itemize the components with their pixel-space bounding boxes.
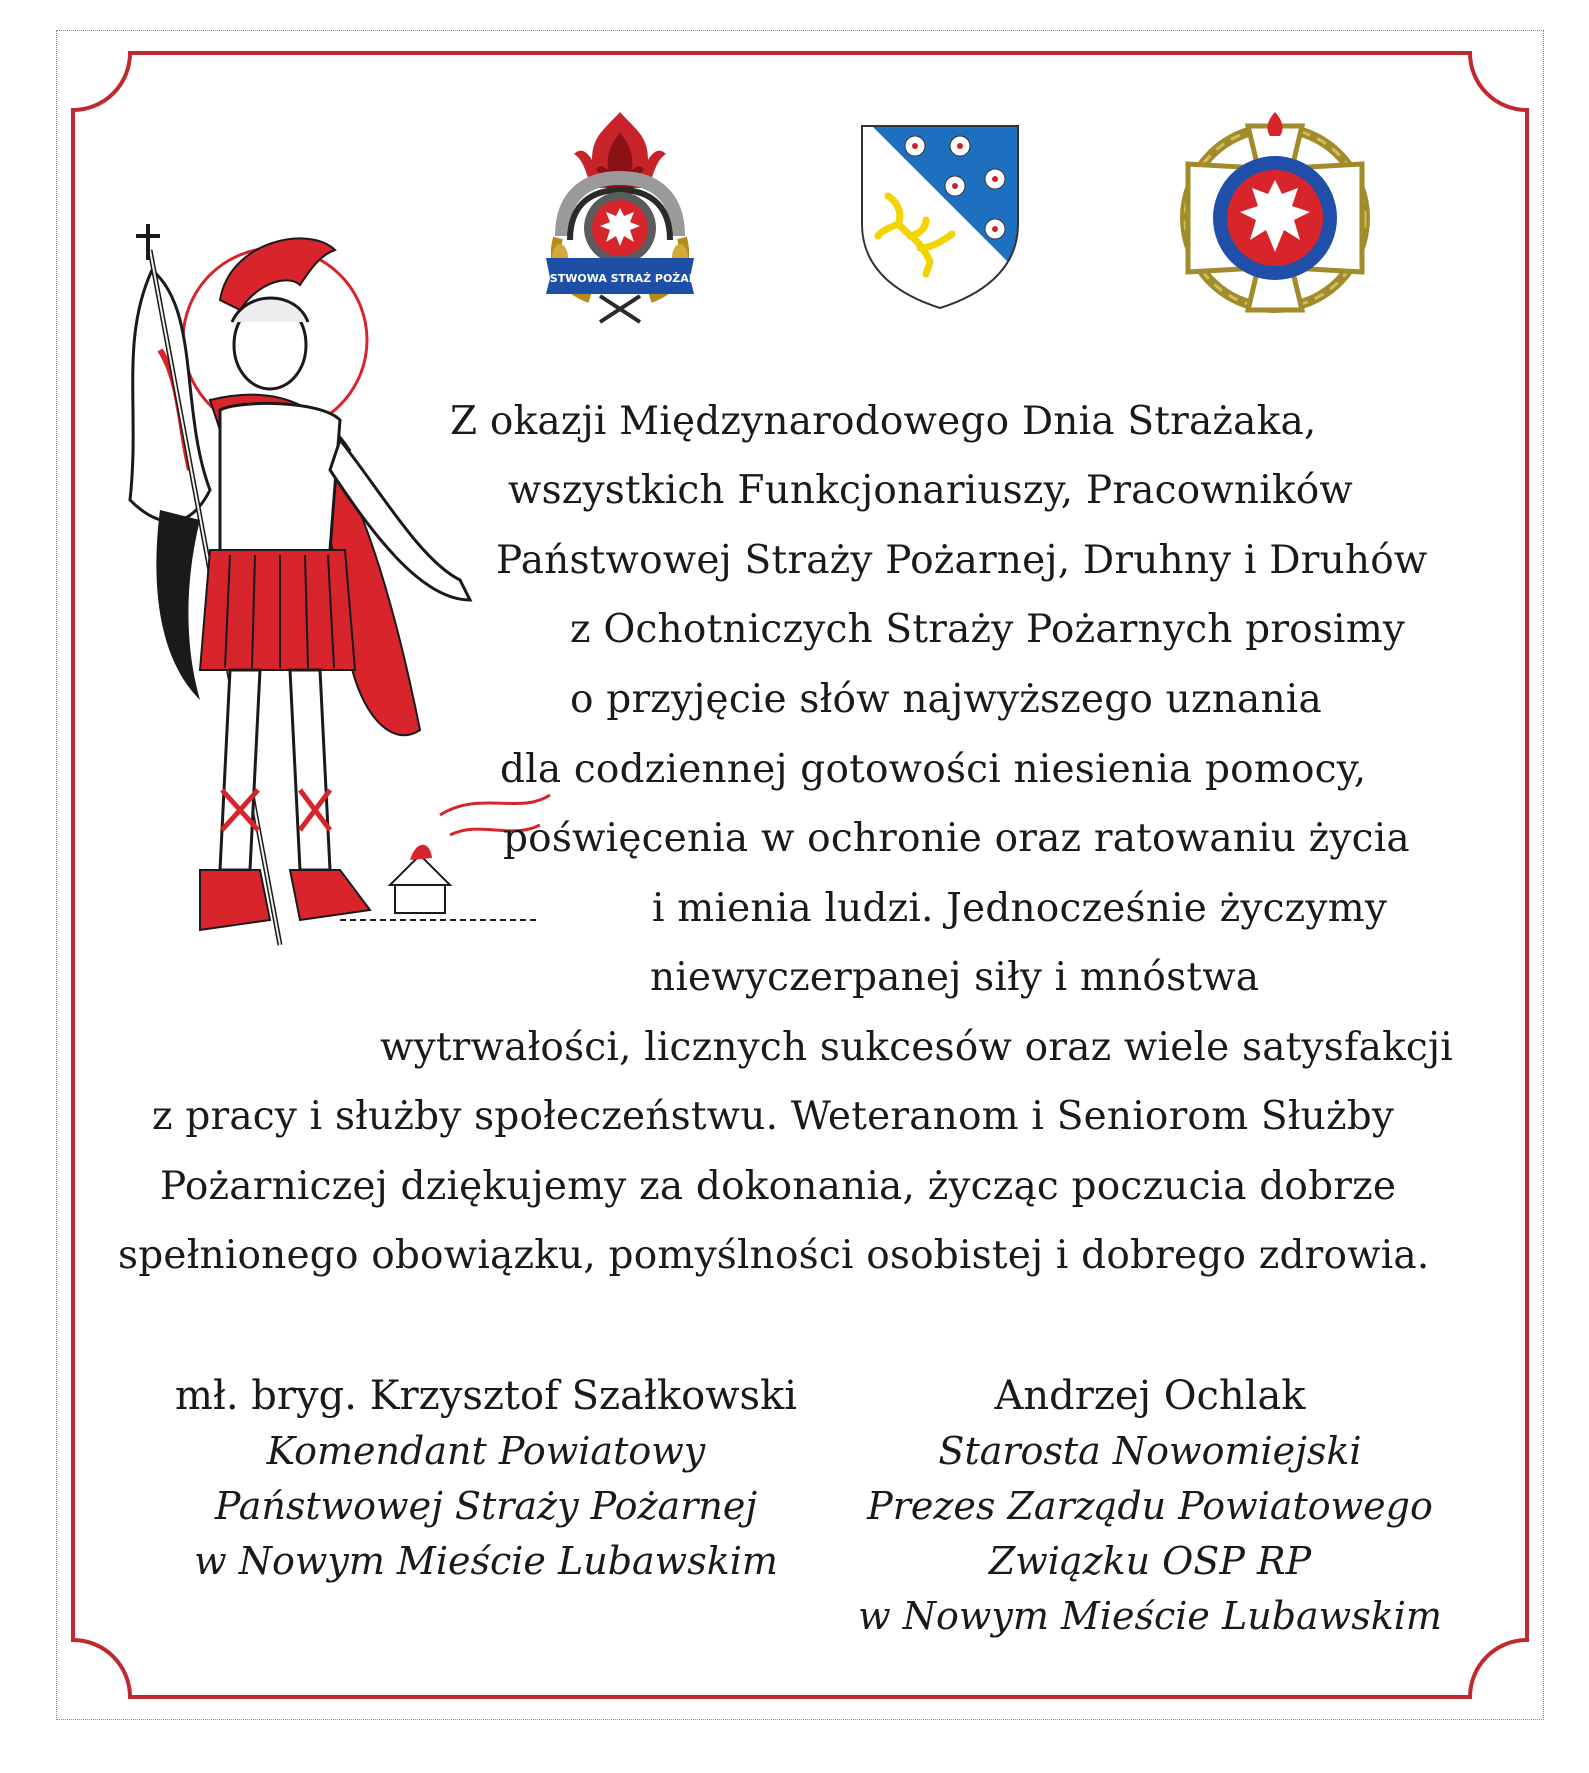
county-coat-of-arms-logo — [860, 124, 1020, 310]
message-line: dla codziennej gotowości niesienia pomocy, — [500, 747, 1367, 792]
burning-house-icon — [340, 795, 550, 920]
right-signatory-role: Prezes Zarządu Powiatowego — [867, 1484, 1433, 1528]
psp-banner-text: PAŃSTWOWA STRAŻ POŻARNA — [525, 272, 715, 285]
right-signatory-role: Starosta Nowomiejski — [938, 1429, 1362, 1473]
message-line: Pożarniczej dziękujemy za dokonania, życząc poczucia dobrze — [160, 1164, 1397, 1209]
right-signatory-role: w Nowym Mieście Lubawskim — [858, 1594, 1442, 1638]
message-line: niewyczerpanej siły i mnóstwa — [650, 955, 1260, 1000]
message-line: z pracy i służby społeczeństwu. Weteranom i Seniorom Służby — [152, 1094, 1395, 1139]
left-signatory-role: Komendant Powiatowy — [266, 1429, 706, 1473]
message-line: o przyjęcie słów najwyższego uznania — [570, 677, 1322, 722]
message-line: wszystkich Funkcjonariuszy, Pracowników — [508, 468, 1354, 513]
message-line: spełnionego obowiązku, pomyślności osobistej i dobrego zdrowia. — [118, 1233, 1430, 1278]
message-line: poświęcenia w ochronie oraz ratowaniu życia — [503, 816, 1410, 861]
left-signatory-role: w Nowym Mieście Lubawskim — [194, 1539, 778, 1583]
right-signatory-name: Andrzej Ochlak — [994, 1373, 1306, 1419]
message-line: Państwowej Straży Pożarnej, Druhny i Druhów — [496, 538, 1428, 583]
saint-florian-illustration — [120, 230, 640, 1060]
message-line: Z okazji Międzynarodowego Dnia Strażaka, — [450, 399, 1317, 444]
message-line: i mienia ludzi. Jednocześnie życzymy — [652, 886, 1388, 931]
left-signatory-role: Państwowej Straży Pożarnej — [214, 1484, 758, 1528]
message-line: wytrwałości, licznych sukcesów oraz wiele satysfakcji — [380, 1025, 1453, 1070]
osp-emblem-logo — [1170, 108, 1380, 328]
right-signatory-role: Związku OSP RP — [988, 1539, 1312, 1583]
left-signatory-name: mł. bryg. Krzysztof Szałkowski — [174, 1373, 798, 1419]
message-line: z Ochotniczych Straży Pożarnych prosimy — [570, 607, 1406, 652]
